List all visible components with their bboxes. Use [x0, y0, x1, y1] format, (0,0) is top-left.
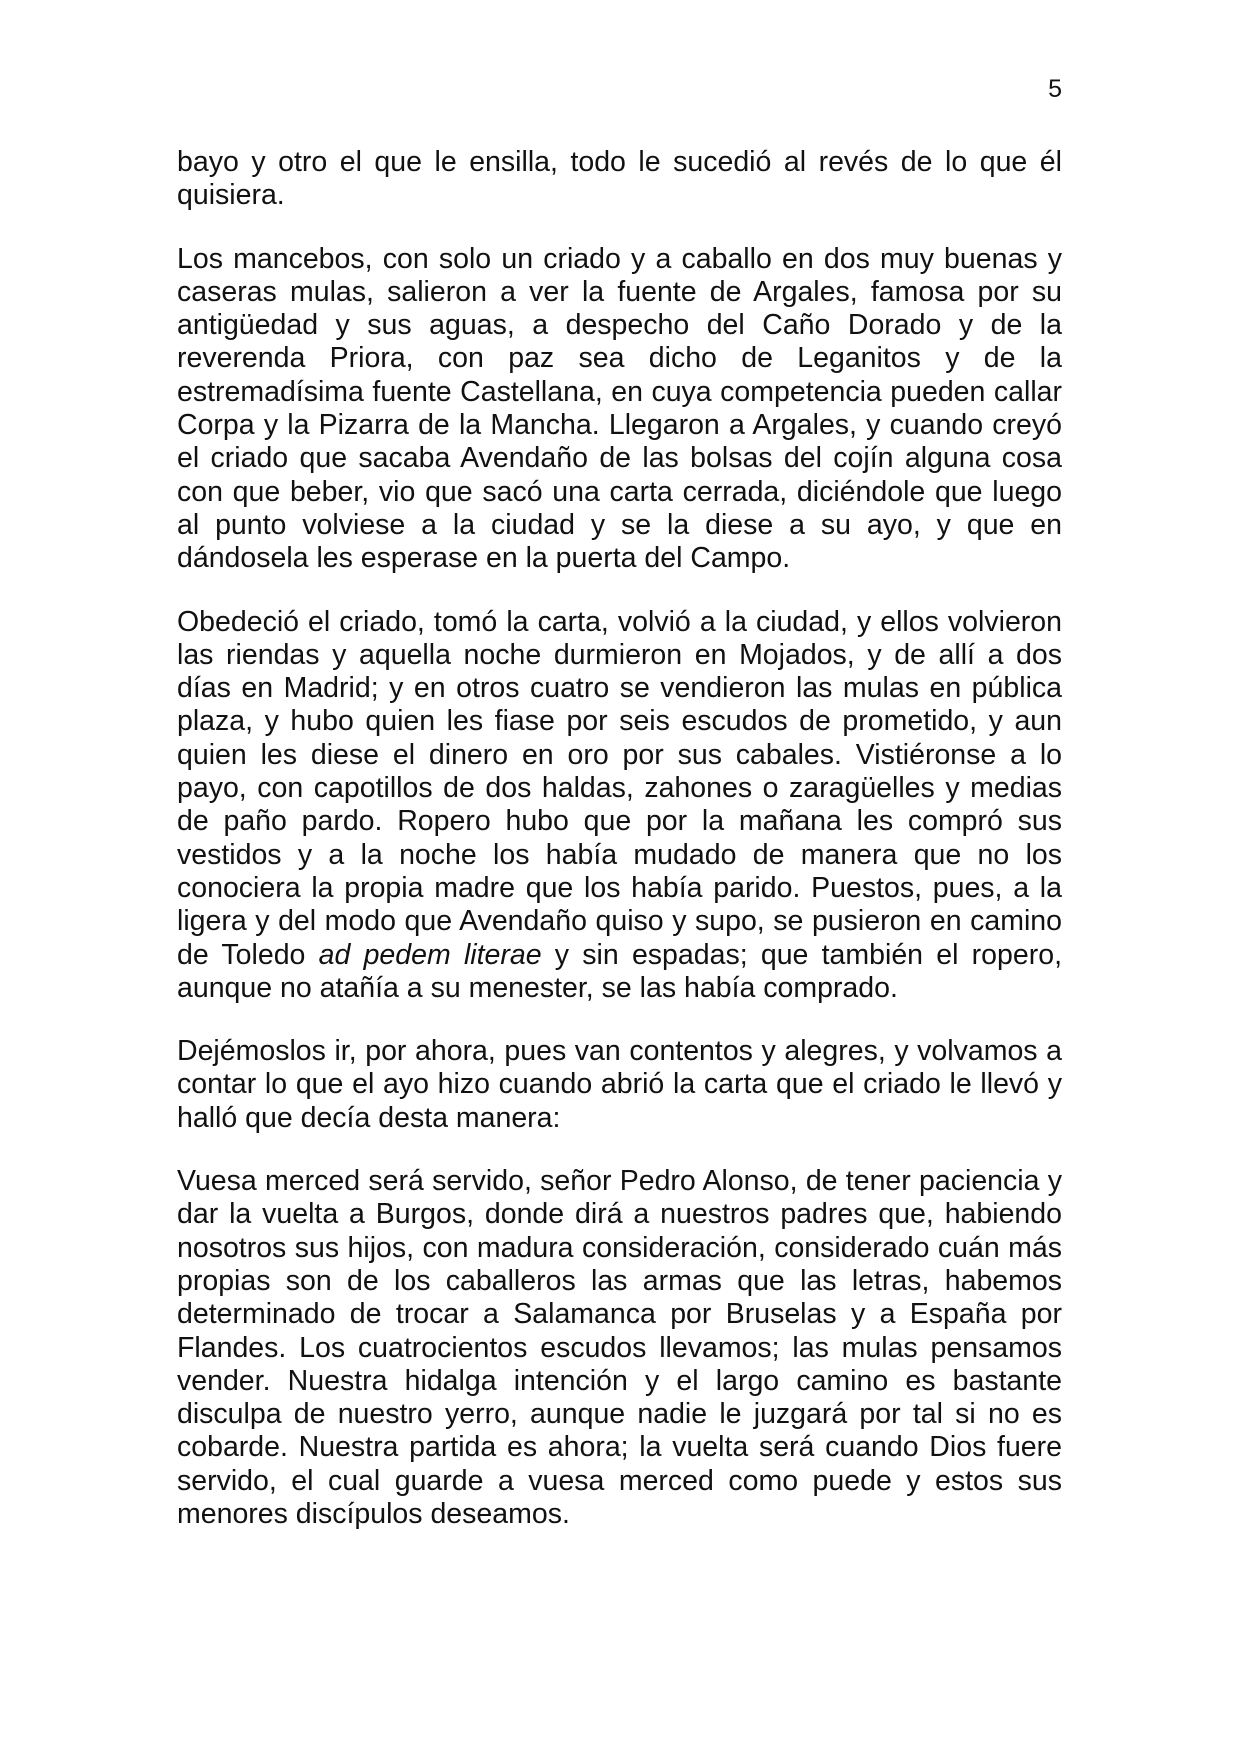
paragraph-3	[177, 606, 1062, 1006]
latin-phrase: ad pedem literae	[318, 938, 542, 971]
paragraph-3-text-before: Obedeció el criado, tomó la carta, volvió a la ciudad, y ellos volvieron las riendas y aquella noche durmieron en Mojados, y de allí a dos días en Madrid; y en otros cuatro se vendieron las mulas en pública plaza, y hubo quien les fiase por seis escudos de prometido, y aun quien les diese el dinero en oro por sus cabales. Vistiéronse a lo payo, con capotillos de dos haldas, zahones o zaragüelles y medias de paño pardo. Ropero hubo que por la mañana les compró sus vestidos y a la noche los había mudado de manera que no los conociera la propia madre que los había parido. Puestos, pues, a la ligera y del modo que Avendaño quiso y supo, se pusieron en camino de Toledo	[177, 605, 1062, 971]
paragraph-1: bayo y otro el que le ensilla, todo le sucedió al revés de lo que él quisiera.	[177, 146, 1062, 212]
paragraph-2: Los mancebos, con solo un criado y a caballo en dos muy buenas y caseras mulas, salieron a ver la fuente de Argales, famosa por su antigüedad y sus aguas, a despecho del Caño Dorado y de la reverenda Priora, con paz sea dicho de Leganitos y de la estremadísima fuente Castellana, en cuya competencia pueden callar Corpa y la Pizarra de la Mancha. Llegaron a Argales, y cuando creyó el criado que sacaba Avendaño de las bolsas del cojín alguna cosa con que beber, vio que sacó una carta cerrada, diciéndole que luego al punto volviese a la ciudad y se la diese a su ayo, y que en dándosela les esperase en la puerta del Campo.	[177, 242, 1062, 575]
page-number: 5	[1048, 75, 1062, 103]
body-text	[177, 146, 1062, 1561]
paragraph-3-text-after: y sin espadas; que también el ropero, aunque no atañía a su menester, se las había comprado.	[177, 938, 1062, 1004]
paragraph-4: Dejémoslos ir, por ahora, pues van contentos y alegres, y volvamos a contar lo que el ayo hizo cuando abrió la carta que el criado le llevó y halló que decía desta manera:	[177, 1035, 1062, 1134]
letter-paragraph: Vuesa merced será servido, señor Pedro Alonso, de tener paciencia y dar la vuelta a Burgos, donde dirá a nuestros padres que, habiendo nosotros sus hijos, con madura consideración, considerado cuán más propias son de los caballeros las armas que las letras, habemos determinado de trocar a Salamanca por Bruselas y a España por Flandes. Los cuatrocientos escudos llevamos; las mulas pensamos vender. Nuestra hidalga intención y el largo camino es bastante disculpa de nuestro yerro, aunque nadie le juzgará por tal si no es cobarde. Nuestra partida es ahora; la vuelta será cuando Dios fuere servido, el cual guarde a vuesa merced como puede y estos sus menores discípulos deseamos.	[177, 1165, 1062, 1530]
